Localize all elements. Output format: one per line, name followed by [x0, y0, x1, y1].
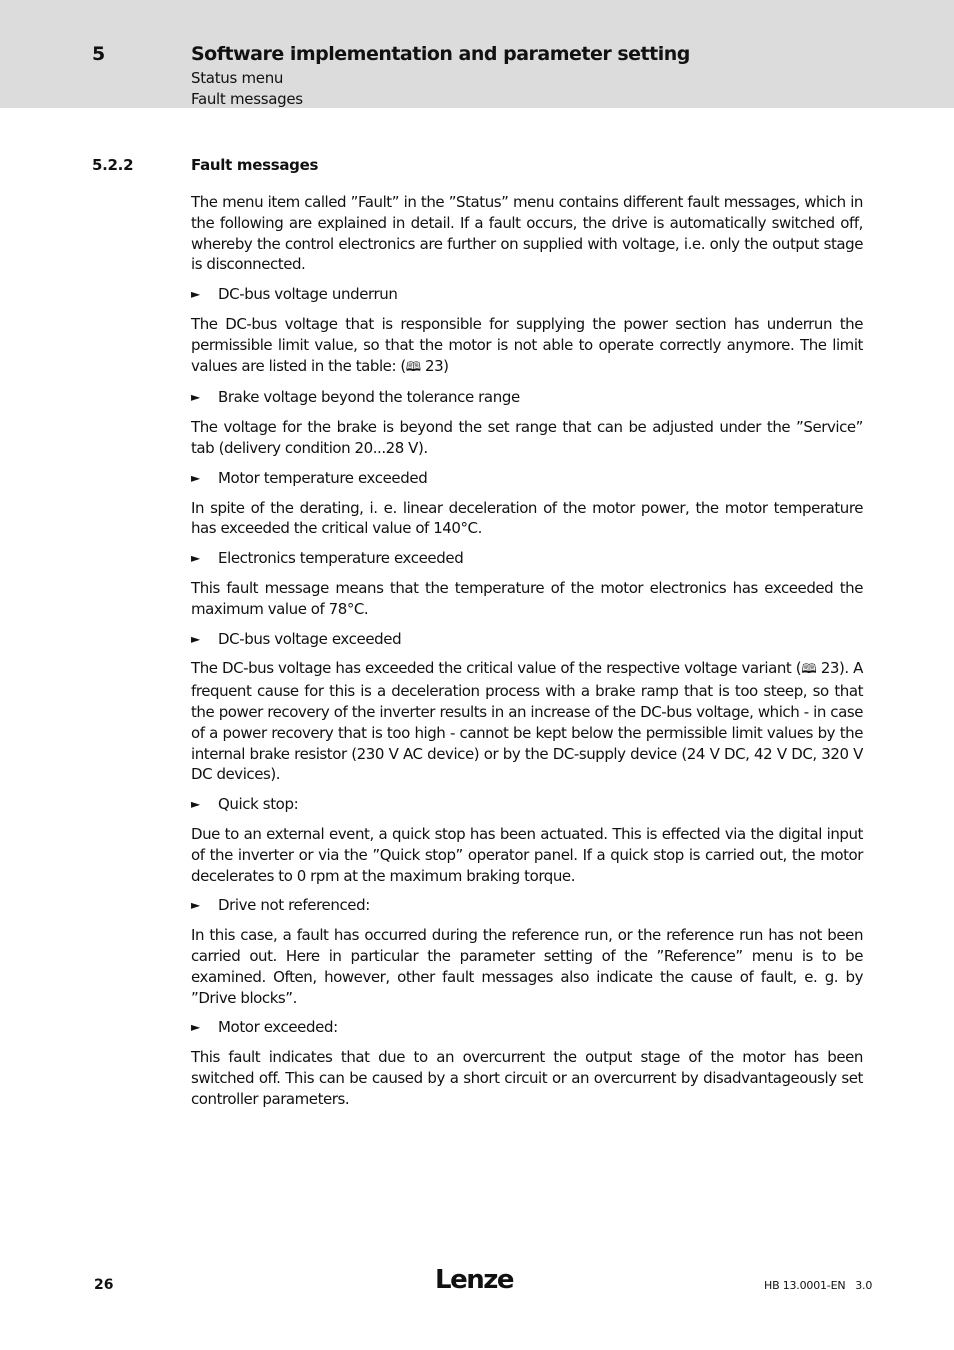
- bullet-arrow-icon: ►: [191, 1020, 200, 1035]
- bullet-quick-stop: [191, 794, 863, 815]
- header-subtitle-status-menu: Status menu: [191, 69, 284, 87]
- bullet-label: Electronics temperature exceeded: [218, 549, 464, 568]
- chapter-number: 5: [92, 43, 105, 65]
- drive-not-referenced-paragraph: In this case, a fault has occurred during the reference run, or the reference run has not been carried out. Here in particular the parameter setting of the ”Reference” menu is to be examined. Often, however, other fault messages also indicate the cause of fault, e. g. by ”Drive blocks”.: [191, 926, 863, 1007]
- paragraph-text: 23). A frequent cause for this is a deceleration process with a brake ramp that is too steep, so that the power recovery of the inverter results in an increase of the DC-bus voltage, which - in case of a power recovery that is too high - cannot be kept below the permissible limit values by the internal brake resistor (230 V AC device) or by the DC-supply device (24 V DC, 42 V DC, 320 V DC devices).: [191, 659, 863, 784]
- page-number: 26: [94, 1277, 114, 1293]
- book-reference-icon: 🕮: [405, 359, 421, 375]
- quick-stop-paragraph: Due to an external event, a quick stop has been actuated. This is effected via the digital input of the inverter or via the ”Quick stop” operator panel. If a quick stop is carried out, the motor decelerates to 0 rpm at the maximum braking torque.: [191, 824, 863, 885]
- section-number: 5.2.2: [92, 156, 134, 174]
- section-title: Fault messages: [191, 156, 319, 174]
- brake-voltage-paragraph: The voltage for the brake is beyond the set range that can be adjusted under the ”Service” tab (delivery condition 20...28 V).: [191, 418, 863, 457]
- page-header: [0, 0, 954, 108]
- book-reference-icon: 🕮: [801, 662, 817, 678]
- bullet-dc-bus-exceeded: [191, 629, 863, 650]
- bullet-arrow-icon: ►: [191, 631, 200, 646]
- bullet-motor-exceeded: [191, 1017, 863, 1038]
- bullet-motor-temperature: [191, 468, 863, 489]
- bullet-drive-not-referenced: [191, 895, 863, 916]
- bullet-label: Brake voltage beyond the tolerance range: [218, 388, 520, 407]
- bullet-arrow-icon: ►: [191, 287, 200, 302]
- bullet-label: DC-bus voltage exceeded: [218, 629, 402, 648]
- bullet-label: Motor temperature exceeded: [218, 468, 428, 487]
- paragraph-text: The DC-bus voltage has exceeded the critical value of the respective voltage variant (: [191, 659, 802, 678]
- bullet-brake-voltage: [191, 387, 863, 408]
- header-subtitle-fault-messages: Fault messages: [191, 90, 303, 108]
- bullet-arrow-icon: ►: [191, 470, 200, 485]
- bullet-arrow-icon: ►: [191, 797, 200, 812]
- bullet-arrow-icon: ►: [191, 898, 200, 913]
- electronics-temperature-paragraph: This fault message means that the temperature of the motor electronics has exceeded the maximum value of 78°C.: [191, 578, 863, 618]
- bullet-arrow-icon: ►: [191, 551, 200, 566]
- bullet-label: Motor exceeded:: [218, 1018, 338, 1037]
- motor-exceeded-paragraph: This fault indicates that due to an overcurrent the output stage of the motor has been switched off. This can be caused by a short circuit or an overcurrent by disadvantageously set controller parameters.: [191, 1048, 863, 1108]
- lenze-logo: Lenze: [435, 1265, 513, 1295]
- bullet-arrow-icon: ►: [191, 390, 200, 405]
- dc-bus-underrun-paragraph: [191, 314, 863, 378]
- intro-paragraph: The menu item called ”Fault” in the ”Status” menu contains different fault messages, which in the following are explained in detail. If a fault occurs, the drive is automatically switched off, whereby the control electronics are further on supplied with voltage, i.e. only the output stage is disconnected.: [191, 193, 863, 274]
- dc-bus-exceeded-paragraph: [191, 658, 863, 785]
- paragraph-text: The DC-bus voltage that is responsible for supplying the power section has underrun the permissible limit value, so that the motor is not able to operate correctly anymore. The limit values are listed in the table: (: [191, 314, 863, 375]
- motor-temperature-paragraph: In spite of the derating, i. e. linear deceleration of the motor power, the motor temperature has exceeded the critical value of 140°C.: [191, 498, 863, 538]
- bullet-dc-bus-underrun: [191, 284, 863, 305]
- bullet-label: Quick stop:: [218, 795, 299, 814]
- bullet-label: Drive not referenced:: [218, 896, 370, 915]
- bullet-label: DC-bus voltage underrun: [218, 285, 398, 304]
- page-reference: 23): [420, 356, 449, 375]
- chapter-title: Software implementation and parameter setting: [191, 43, 690, 65]
- document-reference: HB 13.0001-EN 3.0: [764, 1279, 873, 1292]
- bullet-electronics-temperature: [191, 548, 863, 569]
- main-content: [191, 192, 863, 1118]
